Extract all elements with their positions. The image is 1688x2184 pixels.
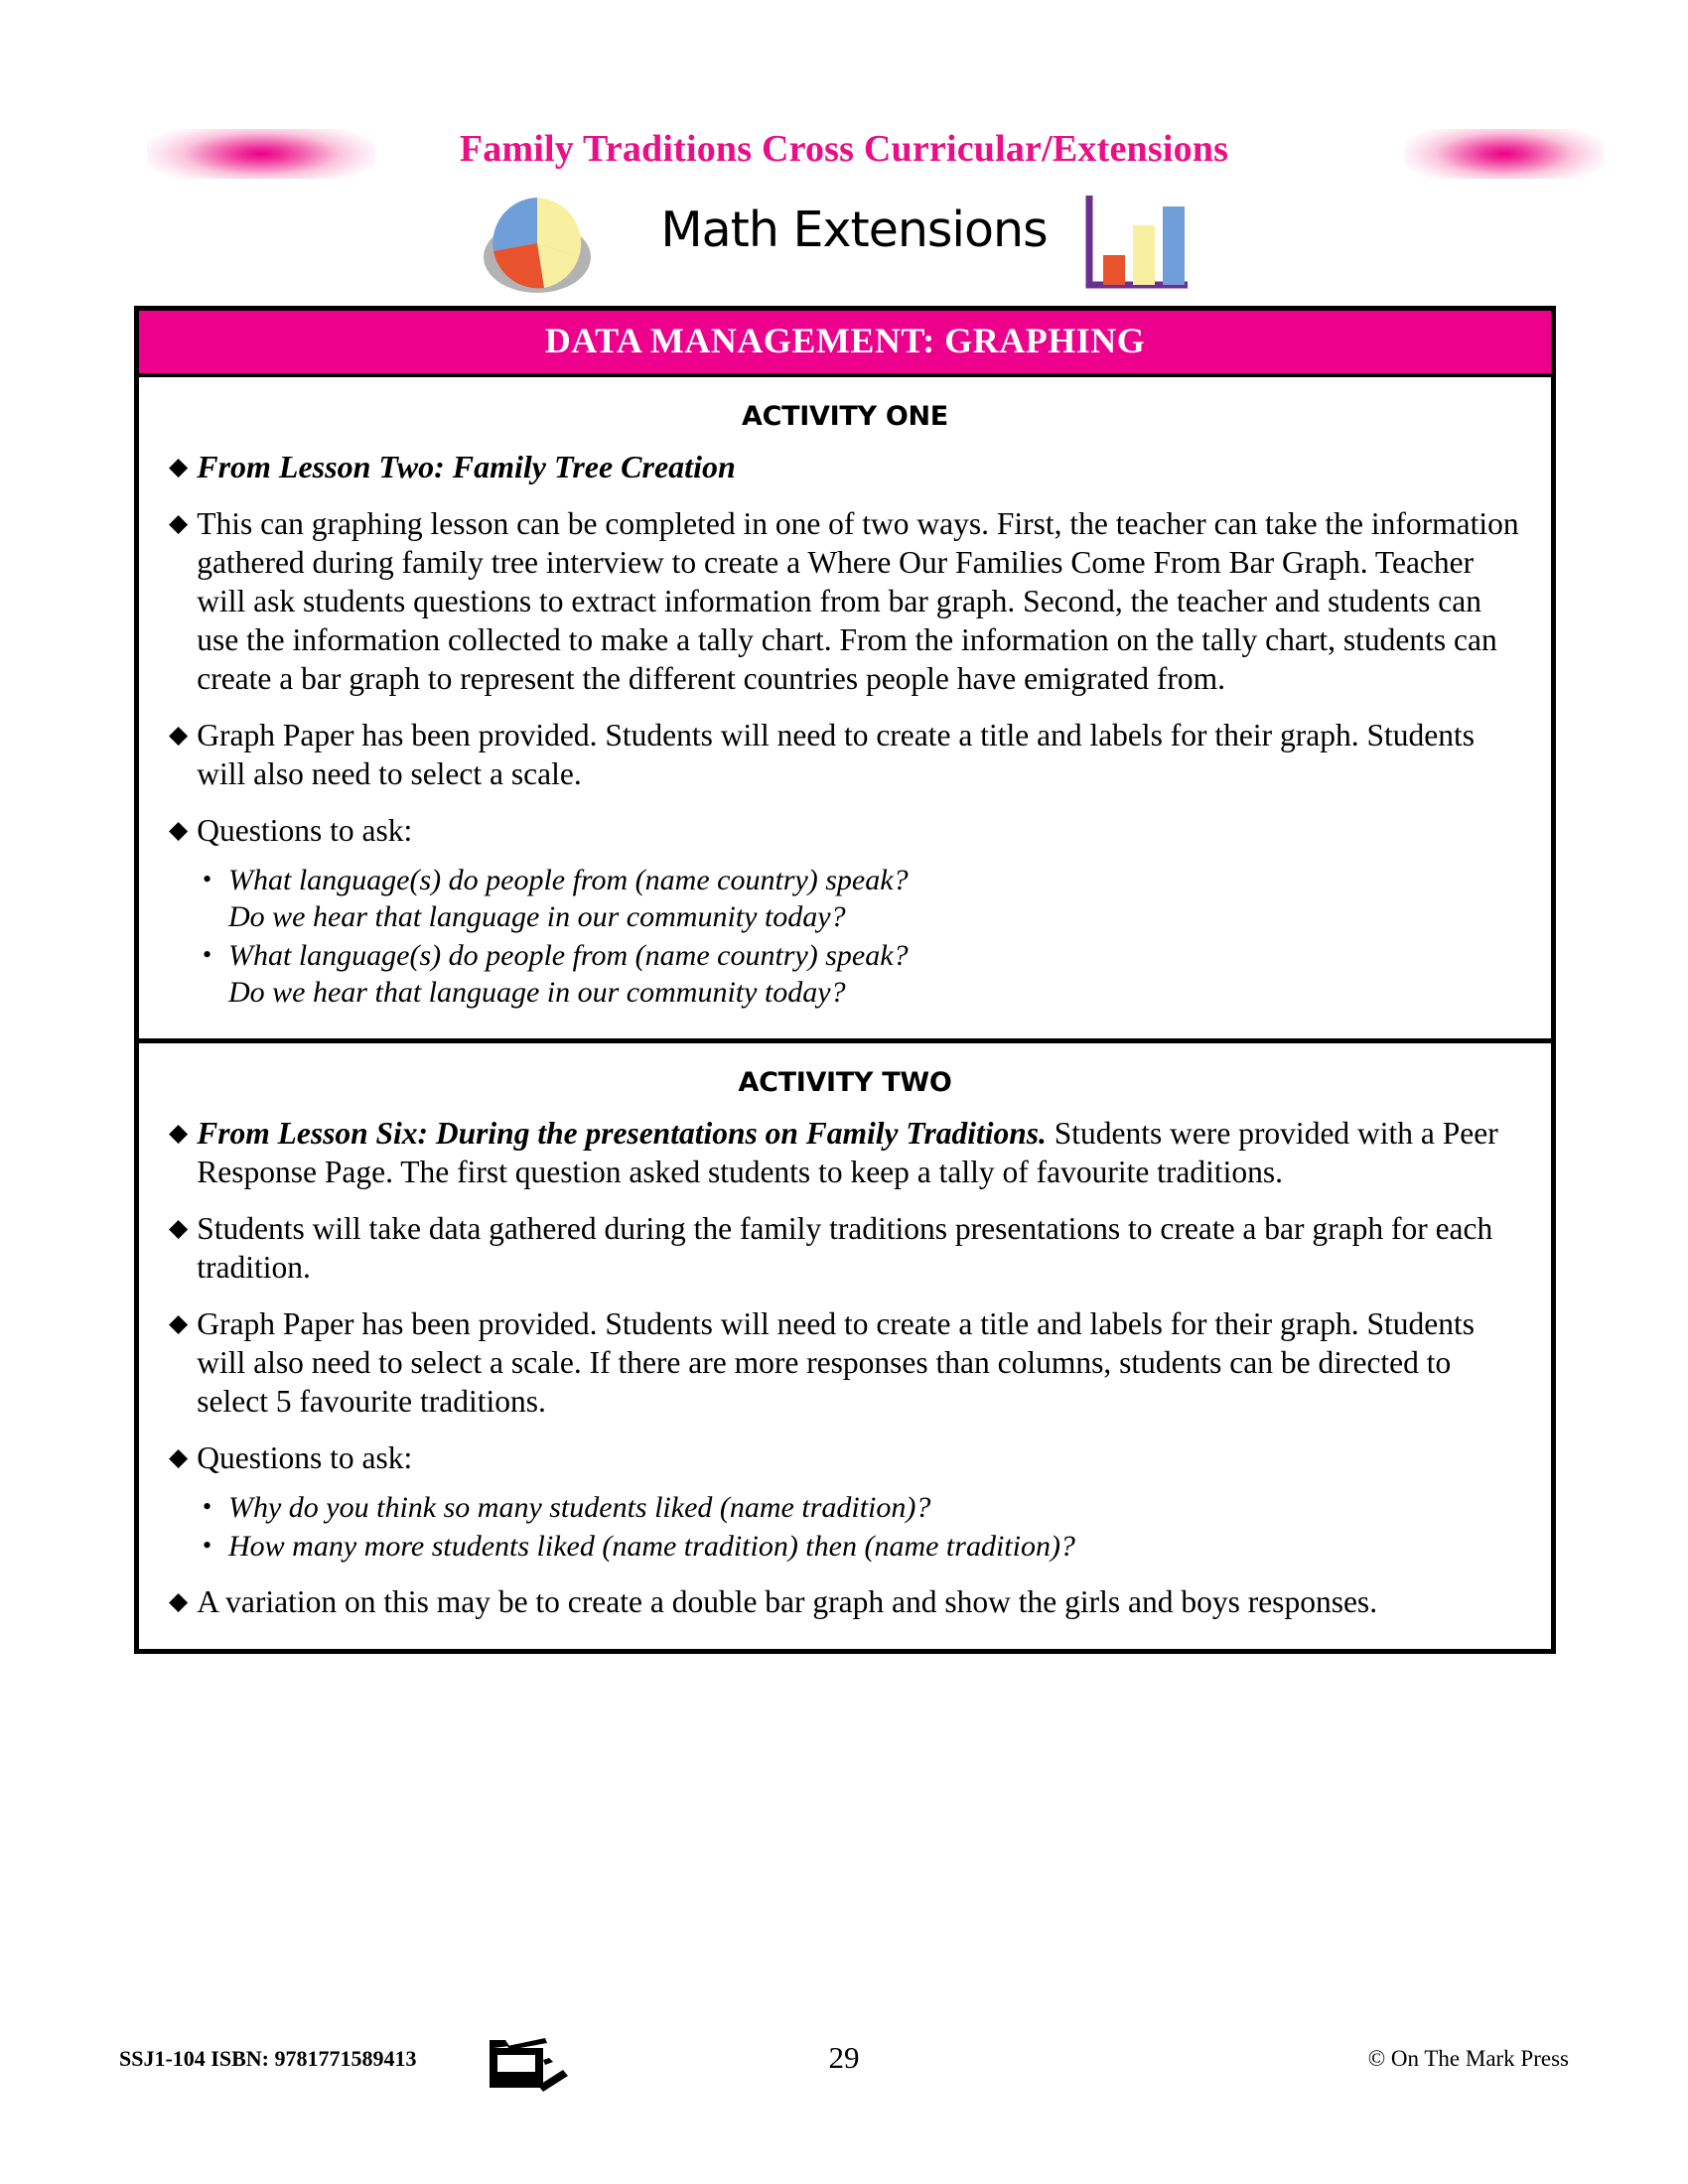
pie-chart-icon [473,192,602,295]
bullet-rest-text: Students were provided with a Peer Response Page. The first question asked students to keep a tally of favourite traditions. [197,1116,1498,1189]
bullet-text: Students will take data gathered during the family traditions presentations to create a bar graph for each tradition. [197,1211,1493,1285]
list-item [203,1528,1521,1565]
list-item [203,937,1521,1011]
bullet-item [169,1582,1521,1621]
diamond-bullet-icon: ◆ [169,817,189,844]
bullet-text: Graph Paper has been provided. Students will need to create a title and labels for their graph. Students will also need to select a scale. If there are more responses than columns, students can be directed to select 5 favourite traditions. [197,1306,1475,1419]
section-banner: DATA MANAGEMENT: GRAPHING [139,311,1551,377]
activity-two-question-list [169,1489,1521,1565]
list-item [203,1489,1521,1526]
diamond-bullet-icon: ◆ [169,1444,189,1471]
bullet-text: This can graphing lesson can be completed in one of two ways. First, the teacher can take the information gathered during family tree interview to create a Where Our Families Come From Bar Graph. Teacher will ask students questions to extract information from bar graph. Second, the teacher and students can use the information collected to make a tally chart. From the information on the tally chart, students can create a bar graph to represent the different countries people have emigrated from. [197,506,1519,696]
bullet-text: From Lesson Two: Family Tree Creation [197,449,736,484]
bullet-item [169,1304,1521,1421]
diamond-bullet-icon: ◆ [169,1588,189,1615]
bullet-item [169,1114,1521,1191]
page-footer [0,2030,1688,2100]
question-line-1: What language(s) do people from (name country) speak? [228,939,909,972]
page-number: 29 [828,2040,860,2075]
bullet-text [197,1114,1521,1191]
diamond-bullet-icon: ◆ [169,454,189,480]
diamond-bullet-icon: ◆ [169,510,189,537]
page-title: Family Traditions Cross Curricular/Extensions [459,128,1229,170]
math-extensions-logo-row [0,184,1688,293]
footer-copyright: © On The Mark Press [1367,2046,1569,2071]
activity-one-question-list [169,862,1521,1011]
list-item [203,862,1521,935]
question-line-1: What language(s) do people from (name country) speak? [228,864,909,896]
activity-two-heading: ACTIVITY TWO [738,1067,952,1098]
bullet-text: Questions to ask: [197,1440,413,1475]
bullet-text: A variation on this may be to create a double bar graph and show the girls and boys responses. [197,1584,1378,1619]
bullet-item [169,504,1521,698]
bullet-item [169,448,1521,486]
diamond-bullet-icon: ◆ [169,1120,189,1147]
activity-one-section [139,377,1551,1038]
diamond-bullet-icon: ◆ [169,722,189,749]
lesson-content-box [134,306,1556,1654]
activity-two-section [139,1038,1551,1649]
bullet-text: Graph Paper has been provided. Students will need to create a title and labels for their graph. Students will also need to select a scale. [197,718,1475,791]
bullet-item [169,1438,1521,1477]
diamond-bullet-icon: ◆ [169,1310,189,1337]
question-line-2: Do we hear that language in our community today? [228,976,846,1009]
activity-one-heading: ACTIVITY ONE [742,401,948,432]
math-extensions-label: Math Extensions [660,202,1048,258]
diamond-bullet-icon: ◆ [169,1215,189,1242]
bullet-lead-text: From Lesson Six: During the presentations on Family Traditions. [197,1116,1047,1151]
bullet-item [169,811,1521,850]
question-line-2: Do we hear that language in our community today? [228,900,846,933]
footer-isbn: SSJ1-104 ISBN: 9781771589413 [119,2046,417,2071]
bar-chart-icon [1082,194,1192,291]
bullet-item [169,1209,1521,1287]
question-line-1: How many more students liked (name tradition) then (name tradition)? [228,1530,1075,1563]
question-line-1: Why do you think so many students liked (name tradition)? [228,1491,931,1524]
bullet-text: Questions to ask: [197,813,413,848]
bullet-item [169,716,1521,793]
